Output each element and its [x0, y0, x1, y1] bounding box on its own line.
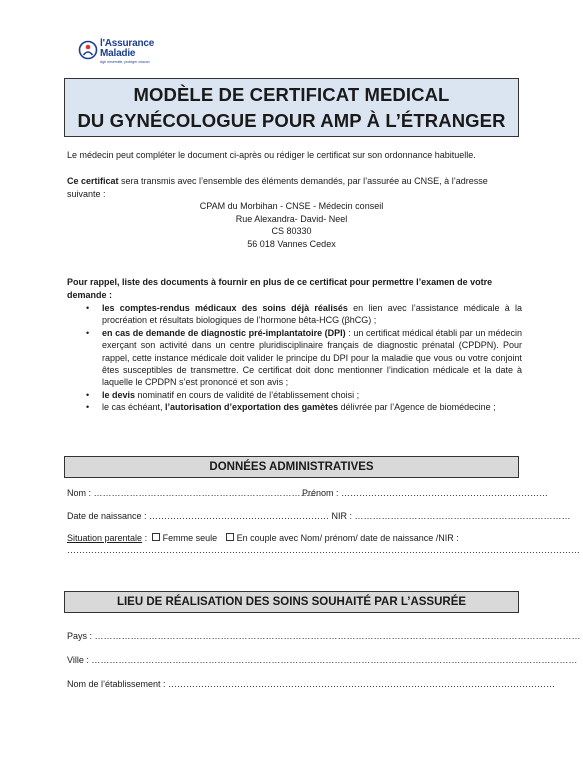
ville-field[interactable]: Ville : ……………………………………………………………………………………………………………………………………………… — [67, 655, 578, 665]
femme-seule-label: Femme seule — [162, 533, 218, 543]
intro-paragraph: Le médecin peut compléter le document ci-après ou rédiger le certificat sur son ordonnance habituelle. — [67, 150, 476, 160]
section-heading-lieu: LIEU DE RÉALISATION DES SOINS SOUHAITÉ PAR L’ASSURÉE — [64, 591, 519, 613]
address-line: CS 80330 — [271, 226, 312, 237]
address-line: CPAM du Morbihan - CNSE - Médecin conseil — [199, 201, 384, 211]
logo-tagline: Agir ensemble, protéger chacun — [100, 60, 150, 64]
situation-label: Situation parentale — [67, 533, 143, 543]
certificate-paragraph: Ce certificat sera transmis avec l’ensemble des éléments demandés, par l’assurée au CNSE, à l’adresse suivante : — [67, 176, 488, 199]
date-naissance-nir-field[interactable]: Date de naissance : …………………………………………………… NIR : ……………………………………………………………… — [67, 511, 571, 521]
list-item: • le devis nominatif en cours de validité de l’établissement choisi ; — [67, 389, 522, 401]
document-title-line-1: MODÈLE DE CERTIFICAT MEDICAL — [133, 84, 450, 105]
list-item: • en cas de demande de diagnostic pré-implantatoire (DPI) : un certificat médical établi par un médecin exerçant son activité dans un centre pluridisciplinaire français de diagnostic prénatal (CPDPN). Pour rappel, cette instance médicale doit valider le principe du DPI pour la maladie que vous ou votre conjoint êtes susceptibles de transmettre. Ce certificat doit donc mentionner l’indication médicale et la date à laquelle le CPDPN s’est prononcé et son avis ; — [67, 327, 522, 389]
en-couple-checkbox[interactable] — [226, 533, 234, 541]
assurance-maladie-logo-icon — [78, 40, 98, 60]
section-heading-admin: DONNÉES ADMINISTRATIVES — [64, 456, 519, 478]
conjoint-details-field[interactable]: ……………………………………………………………………………………………………………………………………………………… — [67, 545, 580, 555]
nom-field[interactable]: Nom : ………………………………………………………………… — [67, 488, 319, 498]
pays-field[interactable]: Pays : ……………………………………………………………………………………………………………………………………………… — [67, 631, 581, 641]
list-item: • le cas échéant, l’autorisation d’exportation des gamètes délivrée par l’Agence de biomédecine ; — [67, 401, 522, 413]
postal-address — [0, 200, 583, 251]
logo-name: l'Assurance Maladie — [100, 38, 155, 59]
etablissement-field[interactable]: Nom de l’établissement : ………………………………………………………………………………………………………………… — [67, 679, 556, 689]
prenom-field[interactable]: Prénom : …………………………………………………………… — [302, 488, 549, 498]
reminder-heading: Pour rappel, liste des documents à fournir en plus de ce certificat pour permettre l’examen de votre demande : — [67, 277, 493, 300]
document-title-box — [64, 78, 519, 137]
address-line: 56 018 Vannes Cedex — [247, 239, 336, 250]
list-item: • les comptes-rendus médicaux des soins déjà réalisés en lien avec l’assistance médicale à la procréation et résultats biologiques de l’hormone bêta-HCG (βhCG) ; — [67, 302, 522, 327]
document-title-line-2: DU GYNÉCOLOGUE POUR AMP À L’ÉTRANGER — [77, 110, 506, 131]
required-documents-list — [67, 302, 522, 414]
assurance-maladie-logo — [78, 38, 168, 68]
situation-parentale-row: Situation parentale : Femme seule En couple avec Nom/ prénom/ date de naissance /NIR : — [67, 533, 459, 543]
en-couple-label: En couple avec Nom/ prénom/ date de naissance /NIR : — [236, 533, 459, 543]
address-line: Rue Alexandra- David- Neel — [235, 213, 348, 224]
femme-seule-checkbox[interactable] — [152, 533, 160, 541]
